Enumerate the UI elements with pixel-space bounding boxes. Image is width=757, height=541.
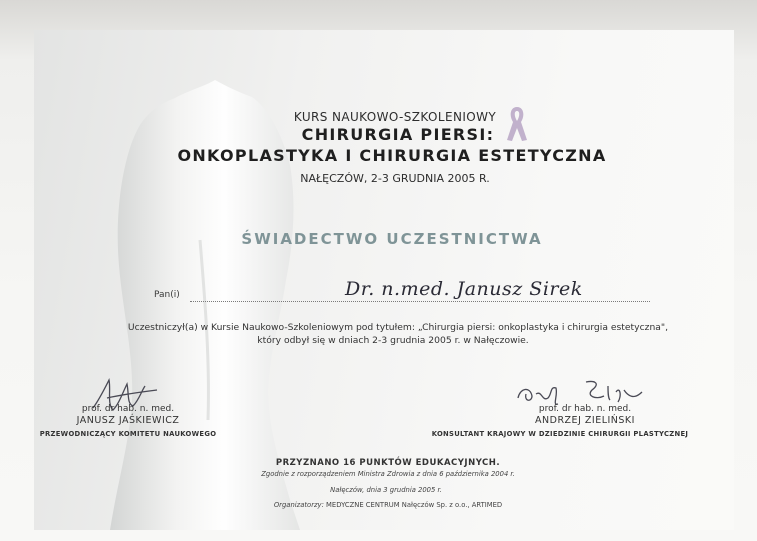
organizers-label: Organizatorzy: bbox=[273, 501, 324, 509]
right-signatory-role: KONSULTANT KRAJOWY W DZIEDZINIE CHIRURGII PLASTYCZNEJ bbox=[431, 430, 689, 438]
right-signatory-title: prof. dr hab. n. med. bbox=[538, 404, 632, 414]
participation-text-line2: który odbył się w dniach 2-3 grudnia 2005 r. w Nałęczowie. bbox=[257, 335, 529, 346]
organizers-value: MEDYCZNE CENTRUM Nałęczów Sp. z o.o., ARTIMED bbox=[326, 501, 503, 509]
issue-date: Nałęczów, dnia 3 grudnia 2005 r. bbox=[330, 486, 442, 494]
course-title-line2: ONKOPLASTYKA I CHIRURGIA ESTETYCZNA bbox=[177, 146, 607, 165]
participation-text-line1: Uczestniczył(a) w Kursie Naukowo-Szkoleniowym pod tytułem: „Chirurgia piersi: onkoplastyka i chirurgia estetyczna", bbox=[127, 322, 669, 333]
left-signatory-role: PRZEWODNICZĄCY KOMITETU NAUKOWEGO bbox=[39, 430, 217, 438]
education-points: PRZYZNANO 16 PUNKTÓW EDUKACYJNYCH. bbox=[275, 458, 501, 468]
awareness-ribbon-icon bbox=[505, 104, 529, 144]
participant-name: Dr. n.med. Janusz Sirek bbox=[345, 278, 583, 300]
course-place-date: NAŁĘCZÓW, 2-3 GRUDNIA 2005 R. bbox=[300, 172, 490, 185]
organizers bbox=[274, 501, 502, 509]
right-signatory-name: ANDRZEJ ZIELIŃSKI bbox=[535, 415, 635, 426]
participant-label: Pan(i) bbox=[154, 290, 180, 300]
course-kind: KURS NAUKOWO-SZKOLENIOWY bbox=[293, 110, 497, 124]
left-signatory-name: JANUSZ JAŚKIEWICZ bbox=[76, 415, 180, 426]
regulation-note: Zgodnie z rozporządzeniem Ministra Zdrowia z dnia 6 października 2004 r. bbox=[261, 470, 515, 478]
name-dotted-line bbox=[190, 301, 650, 302]
certificate-title: ŚWIADECTWO UCZESTNICTWA bbox=[241, 230, 543, 248]
course-title-line1: CHIRURGIA PIERSI: bbox=[301, 125, 495, 144]
left-signatory-title: prof. dr hab. n. med. bbox=[81, 404, 175, 414]
